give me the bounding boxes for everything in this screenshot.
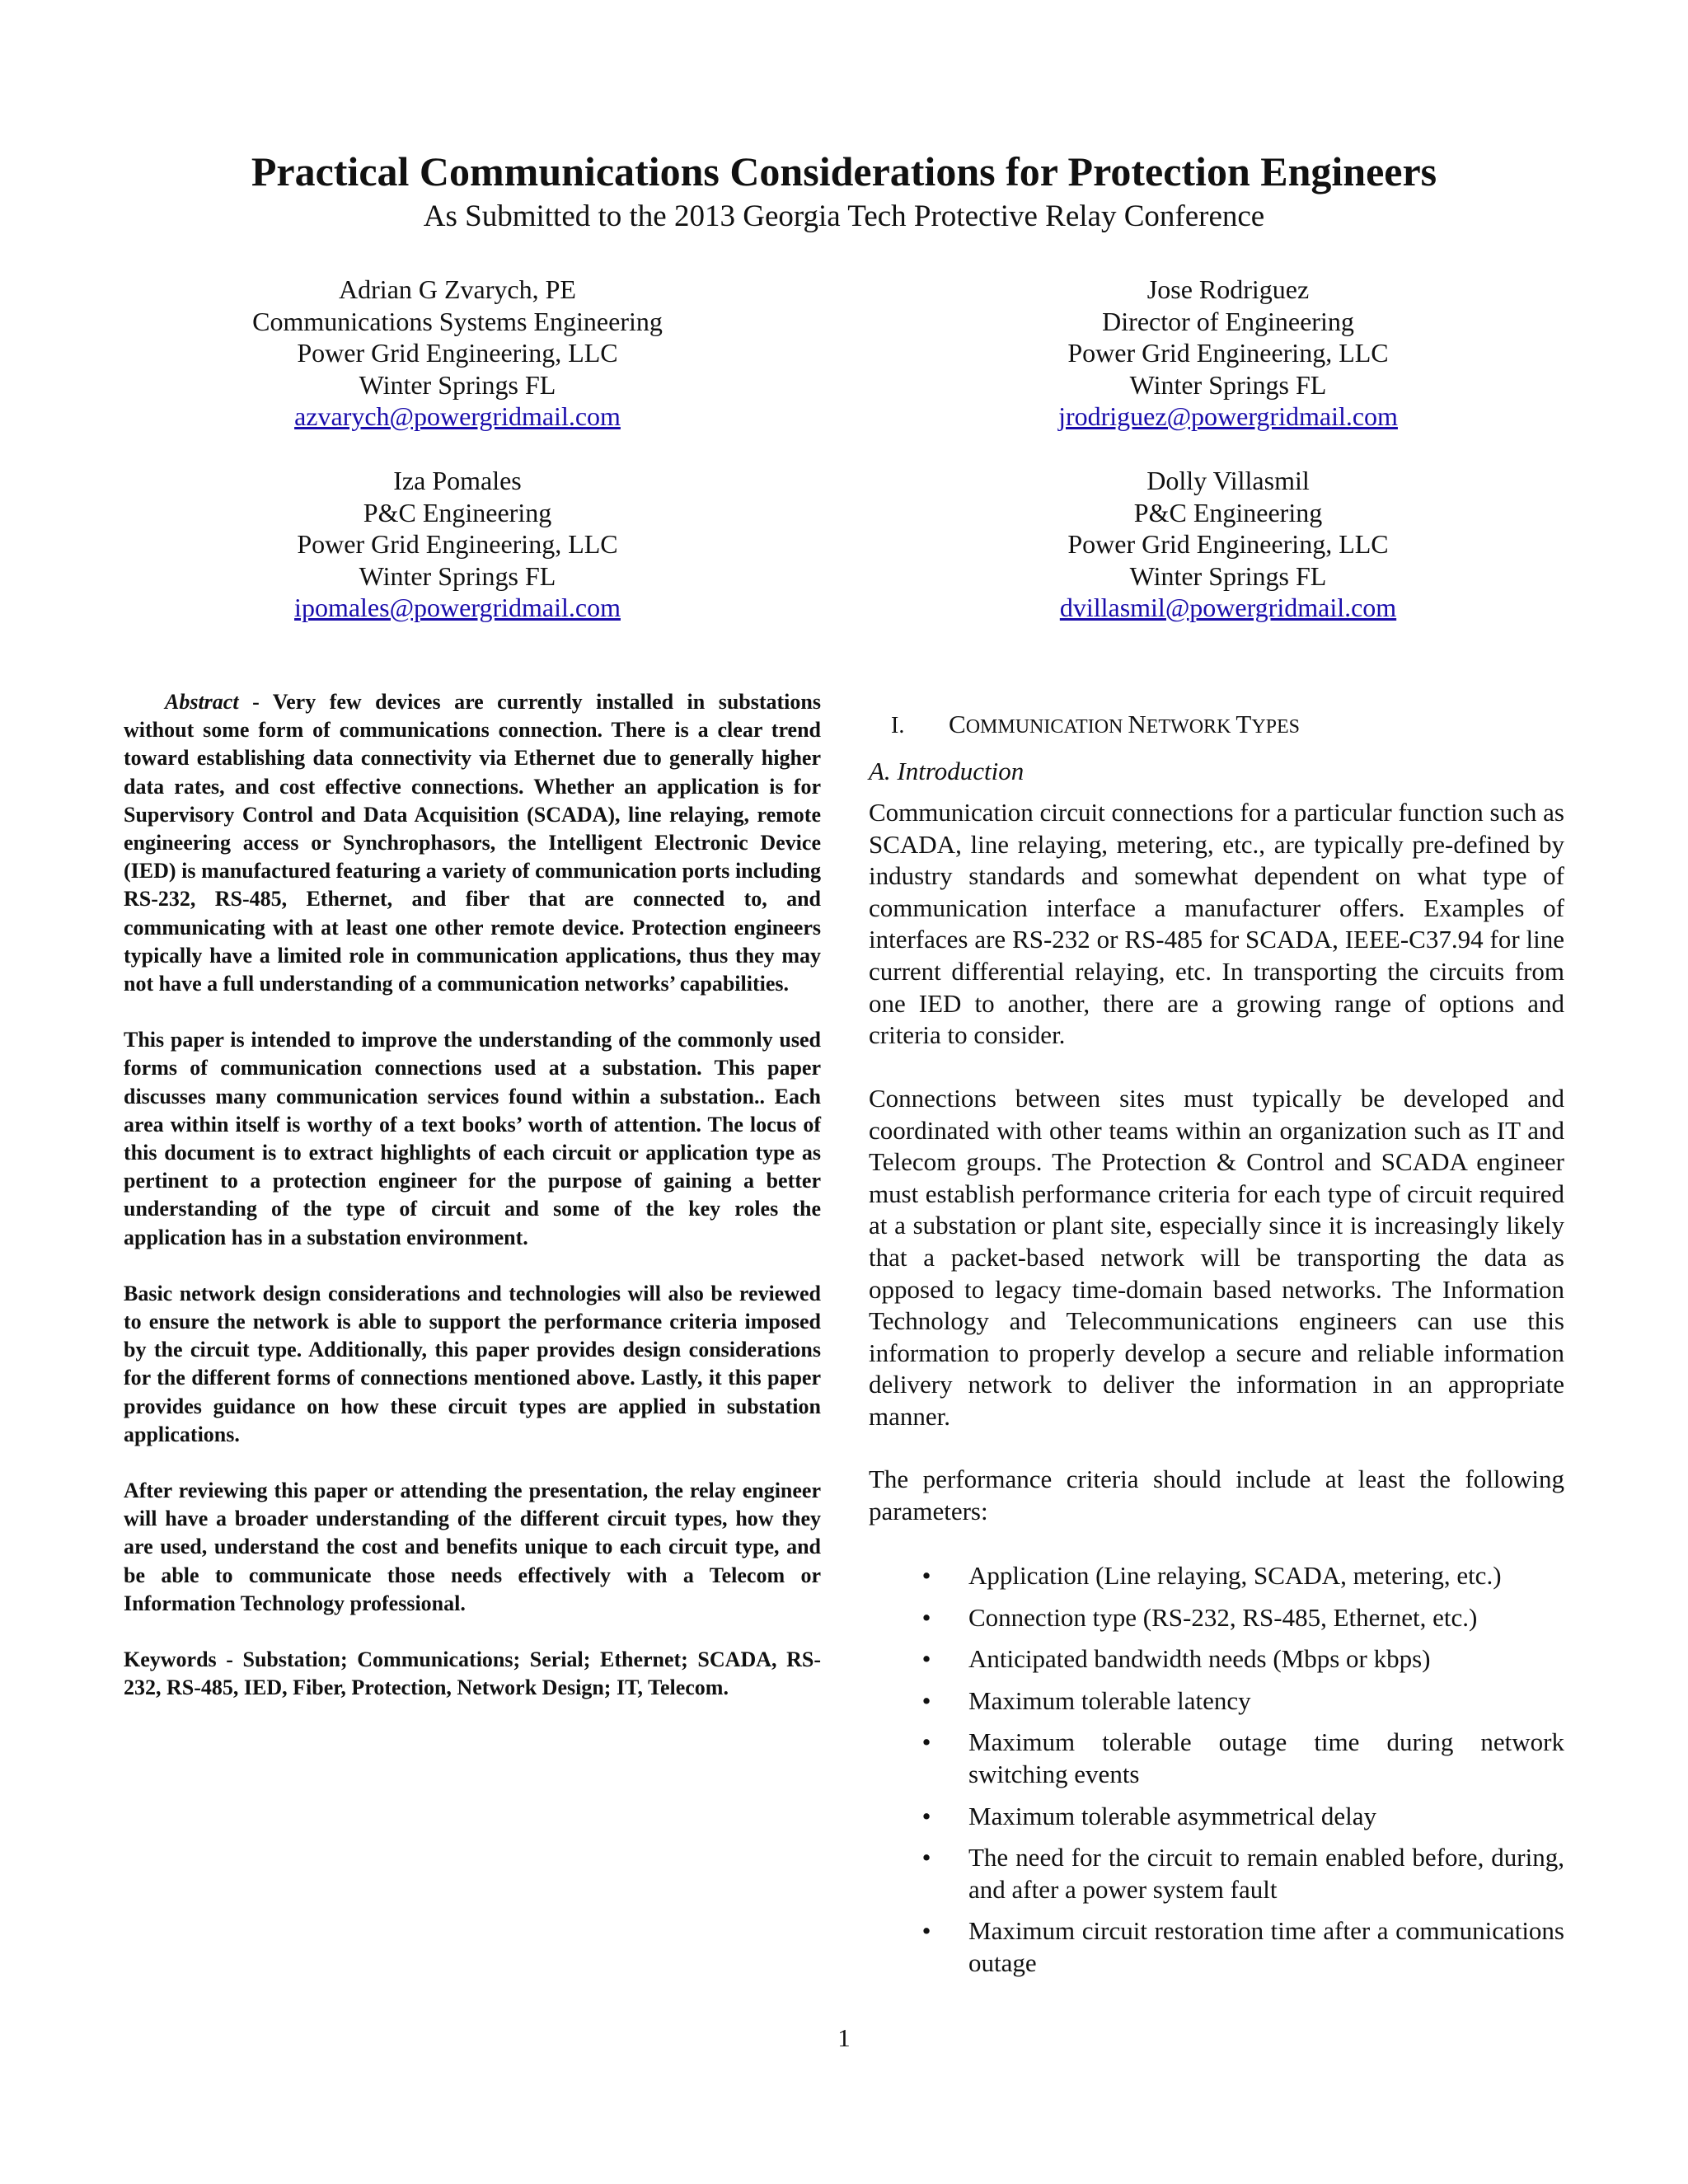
abstract-paragraph-2: This paper is intended to improve the understanding of the commonly used forms of communication connections used at a substation. This paper discusses many communication services found within a substation.. Each area within itself is worthy of a text books’ worth of attention. The locus of this document is to extract highlights of each circuit or application type as pertinent to a protection engineer for the purpose of gaining a better understanding of the type of circuit and some of the key roles the application has in a substation environment.: [124, 1028, 821, 1249]
author-org: Power Grid Engineering, LLC: [1067, 529, 1389, 560]
bullet-icon: •: [921, 1801, 931, 1830]
author-email-link[interactable]: dvillasmil@powergridmail.com: [1059, 593, 1397, 623]
criteria-list-item: • Anticipated bandwidth needs (Mbps or kbps): [869, 1643, 1564, 1675]
bullet-icon: •: [921, 1685, 931, 1715]
bullet-icon: •: [921, 1727, 931, 1757]
abstract-paragraph-4: After reviewing this paper or attending the presentation, the relay engineer will have a broader understanding of the different circuit types, how they are used, understand the cost and benefits unique to each circuit type, and be able to communicate those needs effectively with a Telecom or Information Technology professional.: [124, 1479, 821, 1615]
page-number: 1: [837, 2023, 851, 2052]
body-paragraph-3: The performance criteria should include at least the following parameters:: [869, 1465, 1564, 1526]
bullet-icon: •: [921, 1843, 931, 1872]
keywords: Keywords - Substation; Communications; Serial; Ethernet; SCADA, RS-232, RS-485, IED, Fiber, Protection, Network Design; IT, Telecom.: [124, 1647, 821, 1700]
author-org: Power Grid Engineering, LLC: [297, 529, 618, 560]
bullet-icon: •: [921, 1602, 931, 1632]
criteria-list-item: • Maximum tolerable outage time during network switching events: [869, 1727, 1564, 1790]
author-email-link[interactable]: azvarych@powergridmail.com: [294, 401, 621, 432]
author-email-link[interactable]: ipomales@powergridmail.com: [294, 593, 621, 623]
criteria-list-item: • Maximum tolerable latency: [869, 1685, 1564, 1718]
bullet-icon: •: [921, 1561, 931, 1590]
author-block-1: [144, 274, 771, 433]
author-block-2: [915, 274, 1541, 433]
author-block-4: [915, 465, 1541, 624]
author-block-3: [144, 465, 771, 624]
author-name: Dolly Villasmil: [1146, 466, 1310, 495]
author-email-link[interactable]: jrodriguez@powergridmail.com: [1058, 401, 1398, 432]
subsection-heading: A. Introduction: [869, 757, 1025, 785]
paper-subtitle: As Submitted to the 2013 Georgia Tech Protective Relay Conference: [423, 199, 1265, 233]
body-paragraph-2: Connections between sites must typically be developed and coordinated with other teams within an organization such as IT and Telecom groups. The Protection & Control and SCADA engineer must establish performance criteria for each type of circuit required at a substation or plant site, especially since it is increasingly likely that a packet-based network will be transporting the data as opposed to legacy time-domain based networks. The Information Technology and Telecommunications engineers can use this information to properly develop a secure and reliable information delivery network to deliver the information in an appropriate manner.: [869, 1084, 1564, 1431]
author-dept: Communications Systems Engineering: [252, 306, 663, 336]
author-location: Winter Springs FL: [1129, 369, 1327, 400]
criteria-list-item: • Application (Line relaying, SCADA, metering, etc.): [869, 1560, 1564, 1592]
bullet-icon: •: [921, 1644, 931, 1674]
author-location: Winter Springs FL: [359, 560, 556, 591]
author-name: Adrian G Zvarych, PE: [339, 274, 576, 304]
criteria-list: [869, 1560, 1564, 1990]
abstract-column: [124, 688, 821, 1731]
bullet-icon: •: [921, 1916, 931, 1946]
criteria-list-item: • The need for the circuit to remain enabled before, during, and after a power system fault: [869, 1842, 1564, 1905]
criteria-list-item: • Maximum circuit restoration time after a communications outage: [869, 1915, 1564, 1979]
author-location: Winter Springs FL: [1129, 560, 1327, 591]
section-heading: I. COMMUNICATION NETWORK TYPES: [891, 710, 1301, 738]
criteria-list-item: • Connection type (RS-232, RS-485, Ethernet, etc.): [869, 1602, 1564, 1634]
author-name: Iza Pomales: [393, 466, 522, 495]
abstract-paragraph-3: Basic network design considerations and technologies will also be reviewed to ensure the network is able to support the performance criteria imposed by the circuit type. Additionally, this paper provides design considerations for the different forms of connections mentioned above. Lastly, it this paper provides guidance on how these circuit types are applied in substation applications.: [124, 1281, 821, 1446]
author-dept: P&C Engineering: [1133, 497, 1323, 527]
abstract-label: Abstract: [165, 690, 239, 714]
author-dept: Director of Engineering: [1102, 306, 1354, 336]
author-dept: P&C Engineering: [363, 497, 552, 527]
author-name: Jose Rodriguez: [1146, 274, 1310, 304]
criteria-list-item: • Maximum tolerable asymmetrical delay: [869, 1801, 1564, 1833]
author-location: Winter Springs FL: [359, 369, 556, 400]
author-org: Power Grid Engineering, LLC: [1067, 338, 1389, 368]
body-paragraph-1: Communication circuit connections for a particular function such as SCADA, line relaying, metering, etc., are typically pre-defined by industry standards and somewhat dependent on what type of communication interface a manufacturer offers. Examples of interfaces are RS-232 or RS-485 for SCADA, IEEE-C37.94 for line current differential relaying, etc. In transporting the circuits from one IED to another, there are a growing range of options and criteria to consider.: [869, 798, 1564, 1050]
paper-title: Practical Communications Considerations for Protection Engineers: [251, 148, 1437, 194]
author-org: Power Grid Engineering, LLC: [297, 338, 618, 368]
abstract-paragraph-1: Abstract - Very few devices are currently installed in substations without some form of communications connection. There is a clear trend toward establishing data connectivity via Ethernet due to generally higher data rates, and cost effective connections. Whether an application is for Supervisory Control and Data Acquisition (SCADA), line relaying, remote engineering access or Synchrophasors, the Intelligent Electronic Device (IED) is manufactured featuring a variety of communication ports including RS-232, RS-485, Ethernet, and fiber that are connected to, and communicating with at least one other remote device. Protection engineers typically have a limited role in communication applications, thus they may not have a full understanding of a communication networks’ capabilities.: [124, 690, 821, 996]
